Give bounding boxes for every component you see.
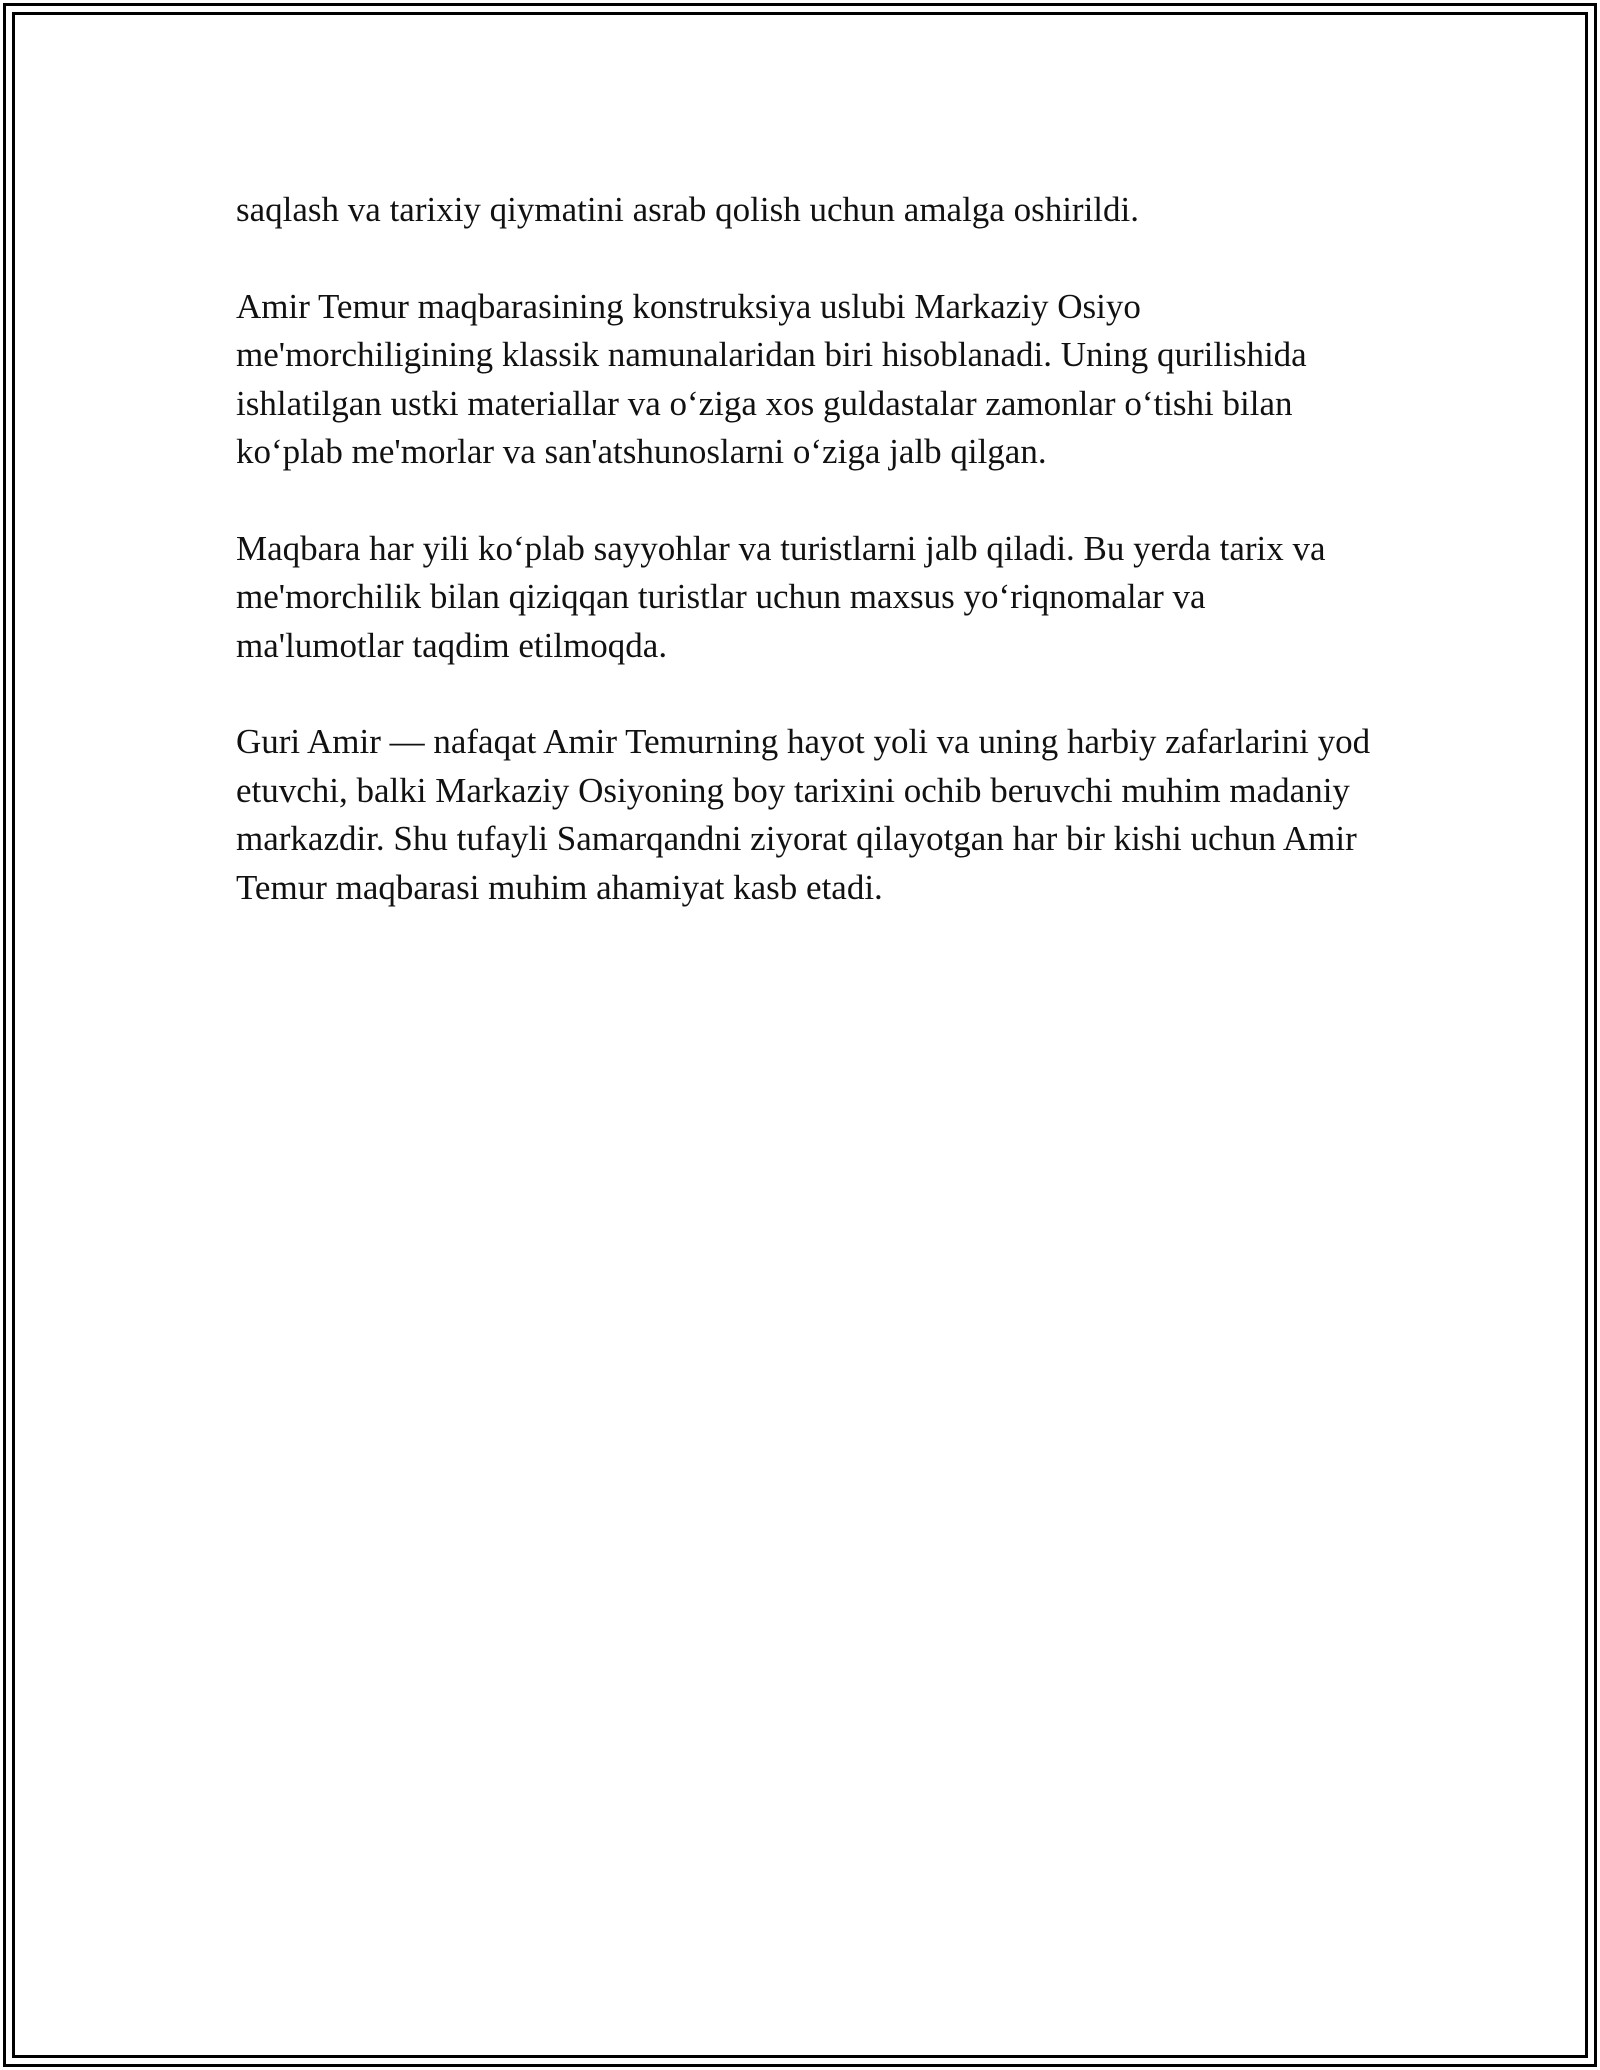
document-body bbox=[236, 186, 1376, 960]
paragraph-conclusion: Guri Amir — nafaqat Amir Temurning hayot yoli va uning harbiy zafarlarini yod etuvchi, balki Markaziy Osiyoning boy tarixini ochib beruvchi muhim madaniy markazdir. Shu tufayli Samarqandni ziyorat qilayotgan har bir kishi uchun Amir Temur maqbarasi muhim ahamiyat kasb etadi. bbox=[236, 722, 1371, 907]
paragraph-tourism: Maqbara har yili ko‘plab sayyohlar va turistlarni jalb qiladi. Bu yerda tarix va me'morchilik bilan qiziqqan turistlar uchun maxsus yo‘riqnomalar va ma'lumotlar taqdim etilmoqda. bbox=[236, 528, 1326, 665]
paragraph-construction-style: Amir Temur maqbarasining konstruksiya uslubi Markaziy Osiyo me'morchiligining klassik namunalaridan biri hisoblanadi. Uning qurilishida ishlatilgan ustki materiallar va o‘ziga xos guldastalar zamonlar o‘tishi bilan ko‘plab me'morlar va san'atshunoslarni o‘ziga jalb qilgan. bbox=[236, 286, 1307, 471]
paragraph-continuation: saqlash va tarixiy qiymatini asrab qolish uchun amalga oshirildi. bbox=[236, 190, 1140, 229]
